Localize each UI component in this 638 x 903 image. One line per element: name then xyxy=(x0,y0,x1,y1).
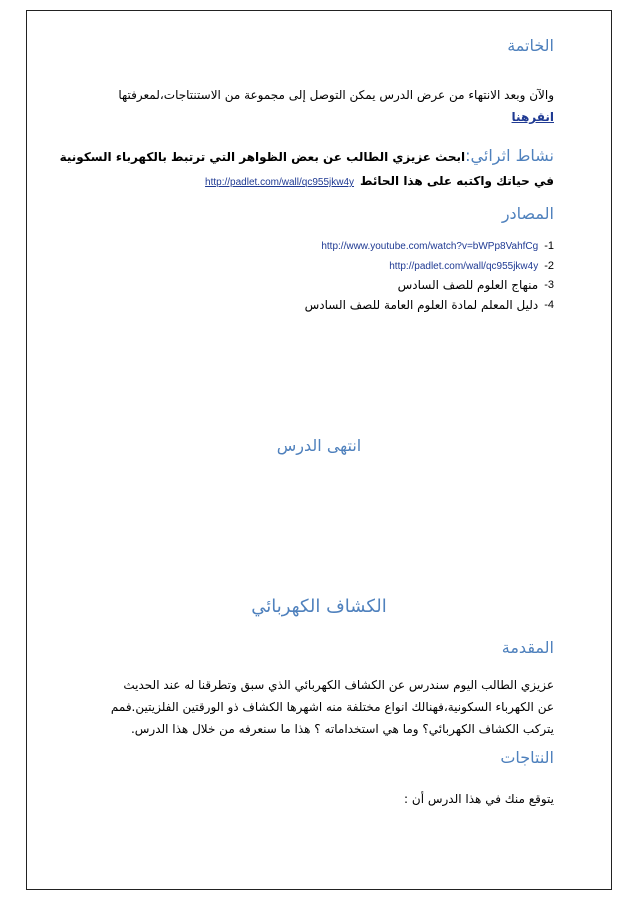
outcomes-text: يتوقع منك في هذا الدرس أن : xyxy=(404,792,554,806)
intro-line-3: يتركب الكشاف الكهربائي؟ وما هي استخداماته ؟ هذا ما سنعرفه من خلال هذا الدرس. xyxy=(130,722,554,736)
conclusion-heading: الخاتمة xyxy=(507,36,554,55)
activity-text: ابحث عزيزي الطالب عن بعض الظواهر التي ترتبط بالكهرباء السكونية xyxy=(59,150,466,164)
list-item xyxy=(389,260,554,272)
conclusion-text: والآن وبعد الانتهاء من عرض الدرس يمكن التوصل إلى مجموعة من الاستنتاجات،لمعرفتها xyxy=(118,88,554,102)
activity-line-2 xyxy=(205,174,554,188)
source-link-padlet[interactable]: http://padlet.com/wall/qc955jkw4y xyxy=(389,260,539,272)
list-number: -3 xyxy=(544,279,554,291)
source-link-youtube[interactable]: http://www.youtube.com/watch?v=bWPp8VahfCg xyxy=(321,240,539,252)
page-title: الكشاف الكهربائي xyxy=(251,596,387,617)
intro-line-2: عن الكهرباء السكونية،فهنالك انواع مختلفة منه اشهرها الكشاف ذو الورقتين الفلزيتين.فمم xyxy=(110,700,554,714)
list-number: -4 xyxy=(544,299,554,311)
list-item xyxy=(398,278,554,292)
padlet-link[interactable]: http://padlet.com/wall/qc955jkw4y xyxy=(205,177,355,188)
intro-heading: المقدمة xyxy=(501,638,554,657)
source-text: منهاج العلوم للصف السادس xyxy=(397,278,539,292)
click-here-link[interactable]: انقرهنا xyxy=(511,110,554,124)
activity-line2-text: في حياتك واكتبه على هذا الحائط xyxy=(360,174,554,188)
list-number: -1 xyxy=(544,240,554,252)
outcomes-heading: النتاجات xyxy=(500,748,554,767)
lesson-end: انتهى الدرس xyxy=(276,436,362,455)
sources-heading: المصادر xyxy=(501,204,554,223)
activity-heading: نشاط اثرائي: xyxy=(465,146,554,165)
list-item xyxy=(305,298,554,312)
activity-line xyxy=(60,146,554,165)
intro-line-1: عزيزي الطالب اليوم سندرس عن الكشاف الكهربائي الذي سبق وتطرقنا له عند الحديث xyxy=(123,678,554,692)
source-text: دليل المعلم لمادة العلوم العامة للصف السادس xyxy=(304,298,539,312)
list-item xyxy=(321,240,554,252)
list-number: -2 xyxy=(544,260,554,272)
